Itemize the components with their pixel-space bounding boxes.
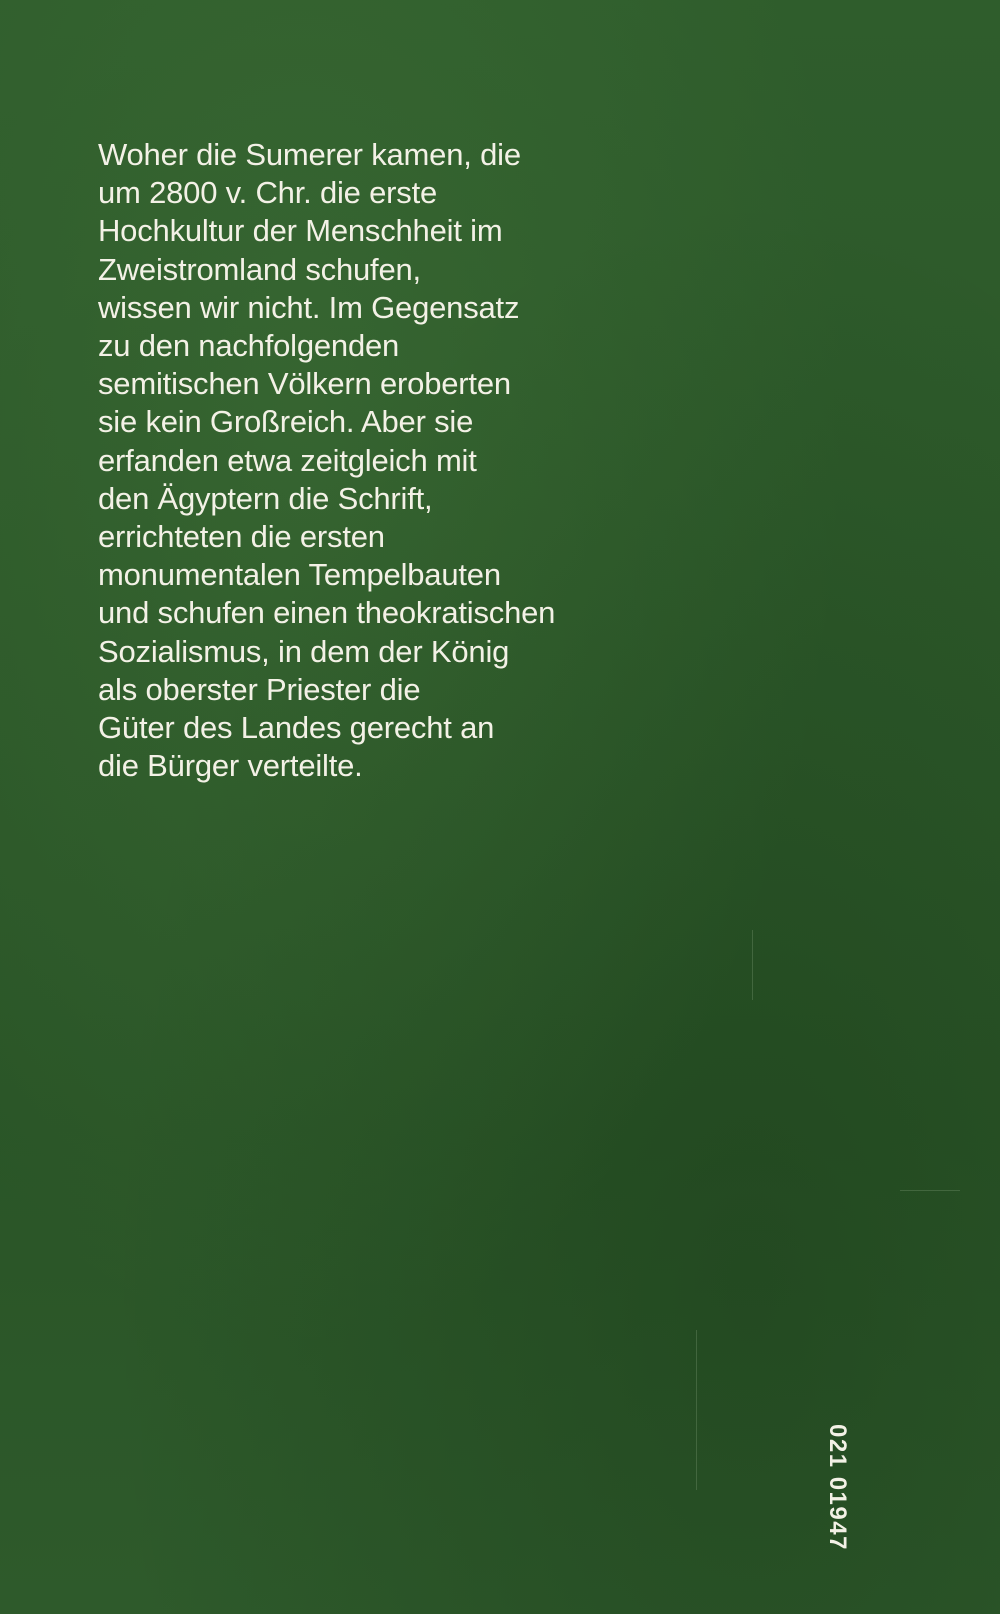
blurb-line: semitischen Völkern eroberten bbox=[98, 366, 511, 402]
blurb-line: sie kein Großreich. Aber sie bbox=[98, 404, 474, 440]
blurb-line: Woher die Sumerer kamen, die bbox=[98, 137, 521, 172]
blurb-line: um 2800 v. Chr. die erste bbox=[98, 175, 438, 211]
blurb-line: Güter des Landes gerecht an bbox=[98, 710, 495, 746]
blurb-line: wissen wir nicht. Im Gegensatz bbox=[98, 289, 520, 325]
blurb-line: Sozialismus, in dem der König bbox=[98, 633, 510, 669]
cover-scratch bbox=[696, 1330, 697, 1490]
blurb-text bbox=[98, 136, 618, 785]
blurb-line: und schufen einen theokratischen bbox=[98, 595, 556, 631]
blurb-line: zu den nachfolgenden bbox=[98, 328, 400, 364]
blurb-line: erfanden etwa zeitgleich mit bbox=[98, 442, 477, 478]
catalog-number: 021 01947 bbox=[824, 1424, 851, 1551]
cover-scratch bbox=[900, 1190, 960, 1191]
cover-scratch bbox=[752, 930, 753, 1000]
blurb-line: Zweistromland schufen, bbox=[98, 251, 421, 287]
blurb-line: monumentalen Tempelbauten bbox=[98, 557, 501, 593]
blurb-line: den Ägyptern die Schrift, bbox=[98, 480, 433, 516]
blurb-line: Hochkultur der Menschheit im bbox=[98, 213, 503, 249]
blurb-line: als oberster Priester die bbox=[98, 671, 421, 707]
blurb-line: errichteten die ersten bbox=[98, 519, 385, 555]
blurb-line: die Bürger verteilte. bbox=[98, 748, 363, 784]
